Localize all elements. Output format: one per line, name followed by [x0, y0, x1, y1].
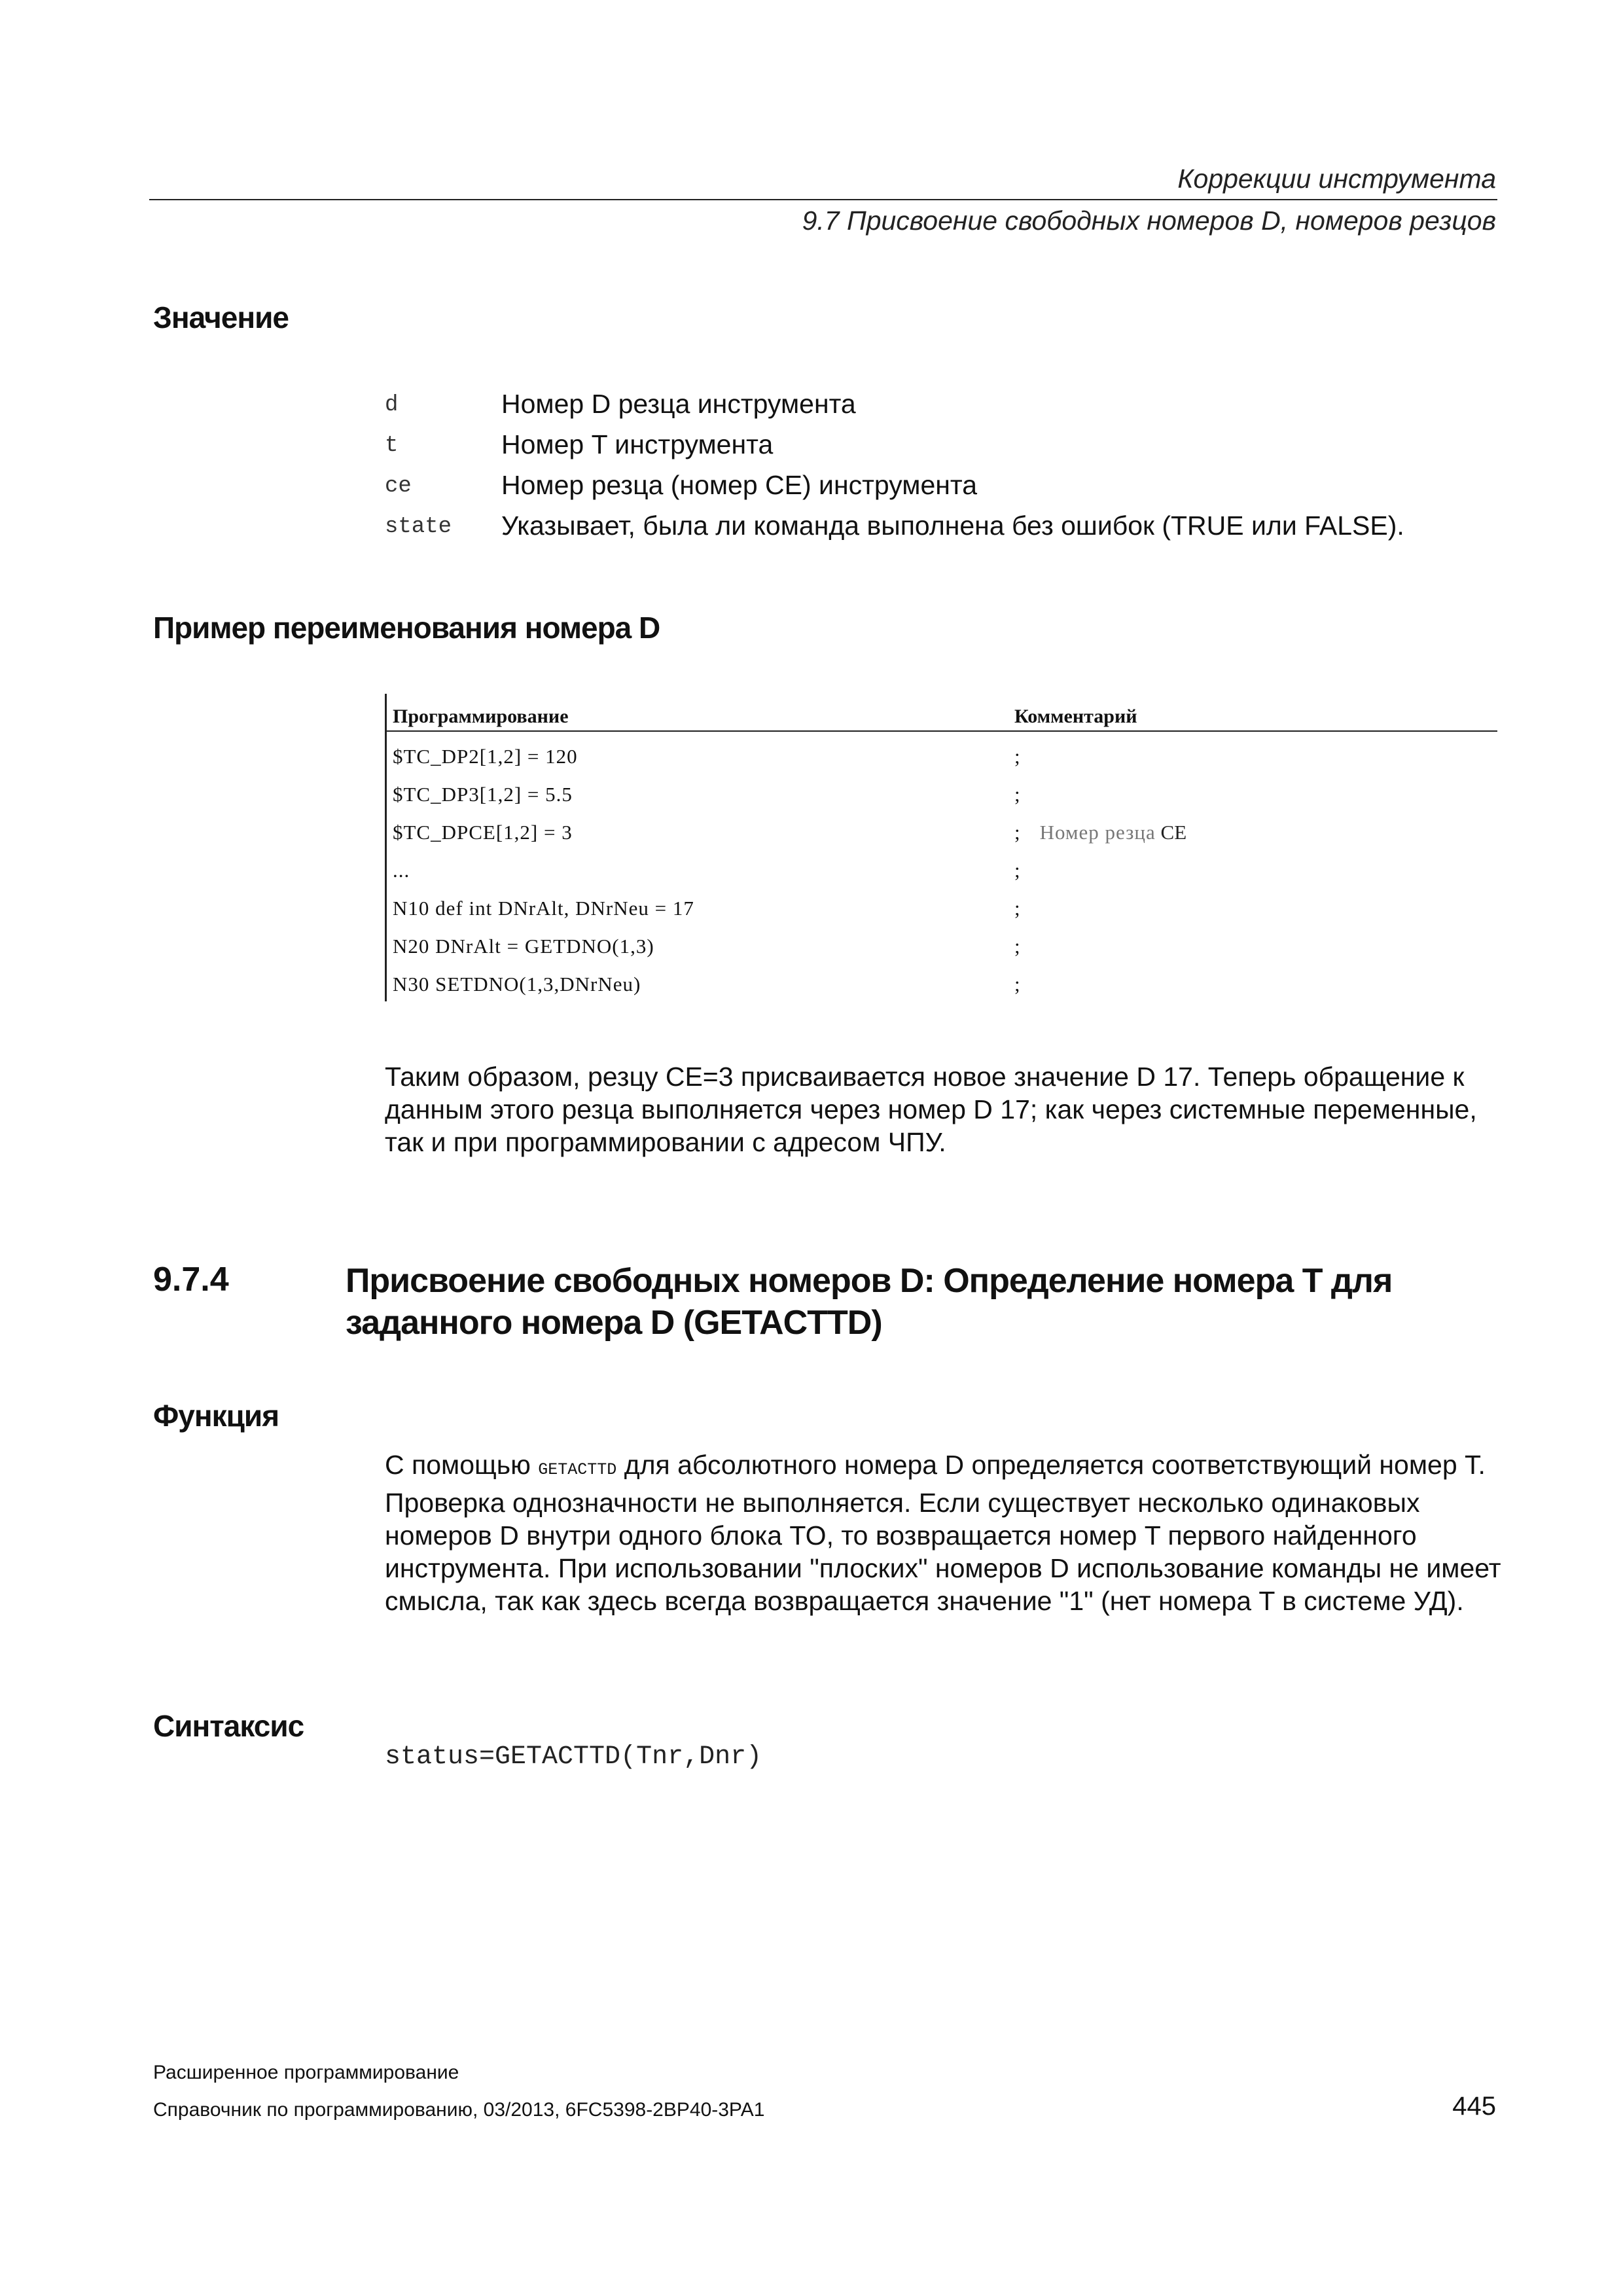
- syntax-code: status=GETACTTD(Tnr,Dnr): [385, 1742, 762, 1772]
- code-comment: ;: [1014, 973, 1020, 996]
- param-desc: Номер T инструмента: [501, 429, 774, 459]
- meaning-heading: Значение: [153, 300, 289, 334]
- code-comment: ;: [1014, 859, 1020, 882]
- footer-manual-info: Справочник по программированию, 03/2013, 6FC5398-2BP40-3PA1: [153, 2099, 765, 2121]
- param-row: [385, 470, 1497, 511]
- param-row: [385, 511, 1497, 551]
- param-desc: Указывает, была ли команда выполнена без ошибок (TRUE или FALSE).: [501, 511, 1404, 541]
- param-key: t: [385, 433, 399, 458]
- running-header-chapter: Коррекции инструмента: [1177, 164, 1496, 194]
- header-divider: [149, 199, 1497, 200]
- function-command: GETACTTD: [538, 1460, 617, 1479]
- example-heading: Пример переименования номера D: [153, 611, 660, 645]
- code-comment-note: Номер резца: [1039, 821, 1156, 844]
- code-comment: ;: [1014, 897, 1020, 920]
- param-desc: Номер D резца инструмента: [501, 389, 856, 419]
- code-row: [393, 973, 1497, 1011]
- running-header-section: 9.7 Присвоение свободных номеров D, номеров резцов: [802, 206, 1496, 236]
- param-desc: Номер резца (номер CE) инструмента: [501, 470, 978, 500]
- code-line: $TC_DP2[1,2] = 120: [393, 745, 578, 768]
- code-row: [393, 935, 1497, 973]
- code-line: $TC_DPCE[1,2] = 3: [393, 821, 573, 844]
- code-comment-note-key: CE: [1160, 821, 1187, 844]
- param-row: [385, 429, 1497, 470]
- code-line: $TC_DP3[1,2] = 5.5: [393, 783, 573, 806]
- section-number: 9.7.4: [153, 1261, 229, 1299]
- section-title: Присвоение свободных номеров D: Определение номера T для заданного номера D (GETACTTD): [346, 1262, 1393, 1342]
- param-key: state: [385, 514, 452, 539]
- code-row: [393, 897, 1497, 935]
- function-heading: Функция: [153, 1399, 279, 1433]
- code-row: [393, 859, 1497, 897]
- code-comment: ;: [1014, 745, 1020, 768]
- example-explanation: Таким образом, резцу CE=3 присваивается новое значение D 17. Теперь обращение к данным этого резца выполняется через номер D 17; как через системные переменные, так и при программировании с адресом ЧПУ.: [385, 1062, 1477, 1157]
- code-table-header-rule: [385, 730, 1497, 732]
- syntax-heading: Синтаксис: [153, 1709, 304, 1743]
- footer-book-title: Расширенное программирование: [153, 2062, 459, 2083]
- param-row: [385, 389, 1497, 429]
- code-col-program-header: Программирование: [393, 706, 569, 727]
- code-comment: ; Номер резца CE: [1014, 821, 1187, 844]
- code-line: ...: [393, 859, 410, 882]
- code-line: N30 SETDNO(1,3,DNrNeu): [393, 973, 641, 996]
- code-row: [393, 783, 1497, 821]
- code-line: N10 def int DNrAlt, DNrNeu = 17: [393, 897, 694, 920]
- code-row: [393, 821, 1497, 859]
- page-number: 445: [1452, 2092, 1496, 2121]
- code-comment: ;: [1014, 935, 1020, 958]
- param-key: d: [385, 393, 399, 418]
- code-line: N20 DNrAlt = GETDNO(1,3): [393, 935, 654, 958]
- param-key: ce: [385, 474, 412, 499]
- code-comment: ;: [1014, 783, 1020, 806]
- code-row: [393, 745, 1497, 783]
- function-prefix: С помощью: [385, 1450, 531, 1480]
- code-table-left-border: [385, 694, 387, 1001]
- function-text: для абсолютного номера D определяется соответствующий номер T. Проверка однозначности не выполняется. Если существует несколько одинаковых номеров D внутри одного блока TO, то возвращается номер T первого найденного инструмента. При использовании "плоских" номеров D использование команды не имеет смысла, так как здесь всегда возвращается значение "1" (нет номера T в системе УД).: [385, 1450, 1501, 1616]
- code-col-comment-header: Комментарий: [1014, 706, 1137, 727]
- function-paragraph: [385, 1448, 1504, 1617]
